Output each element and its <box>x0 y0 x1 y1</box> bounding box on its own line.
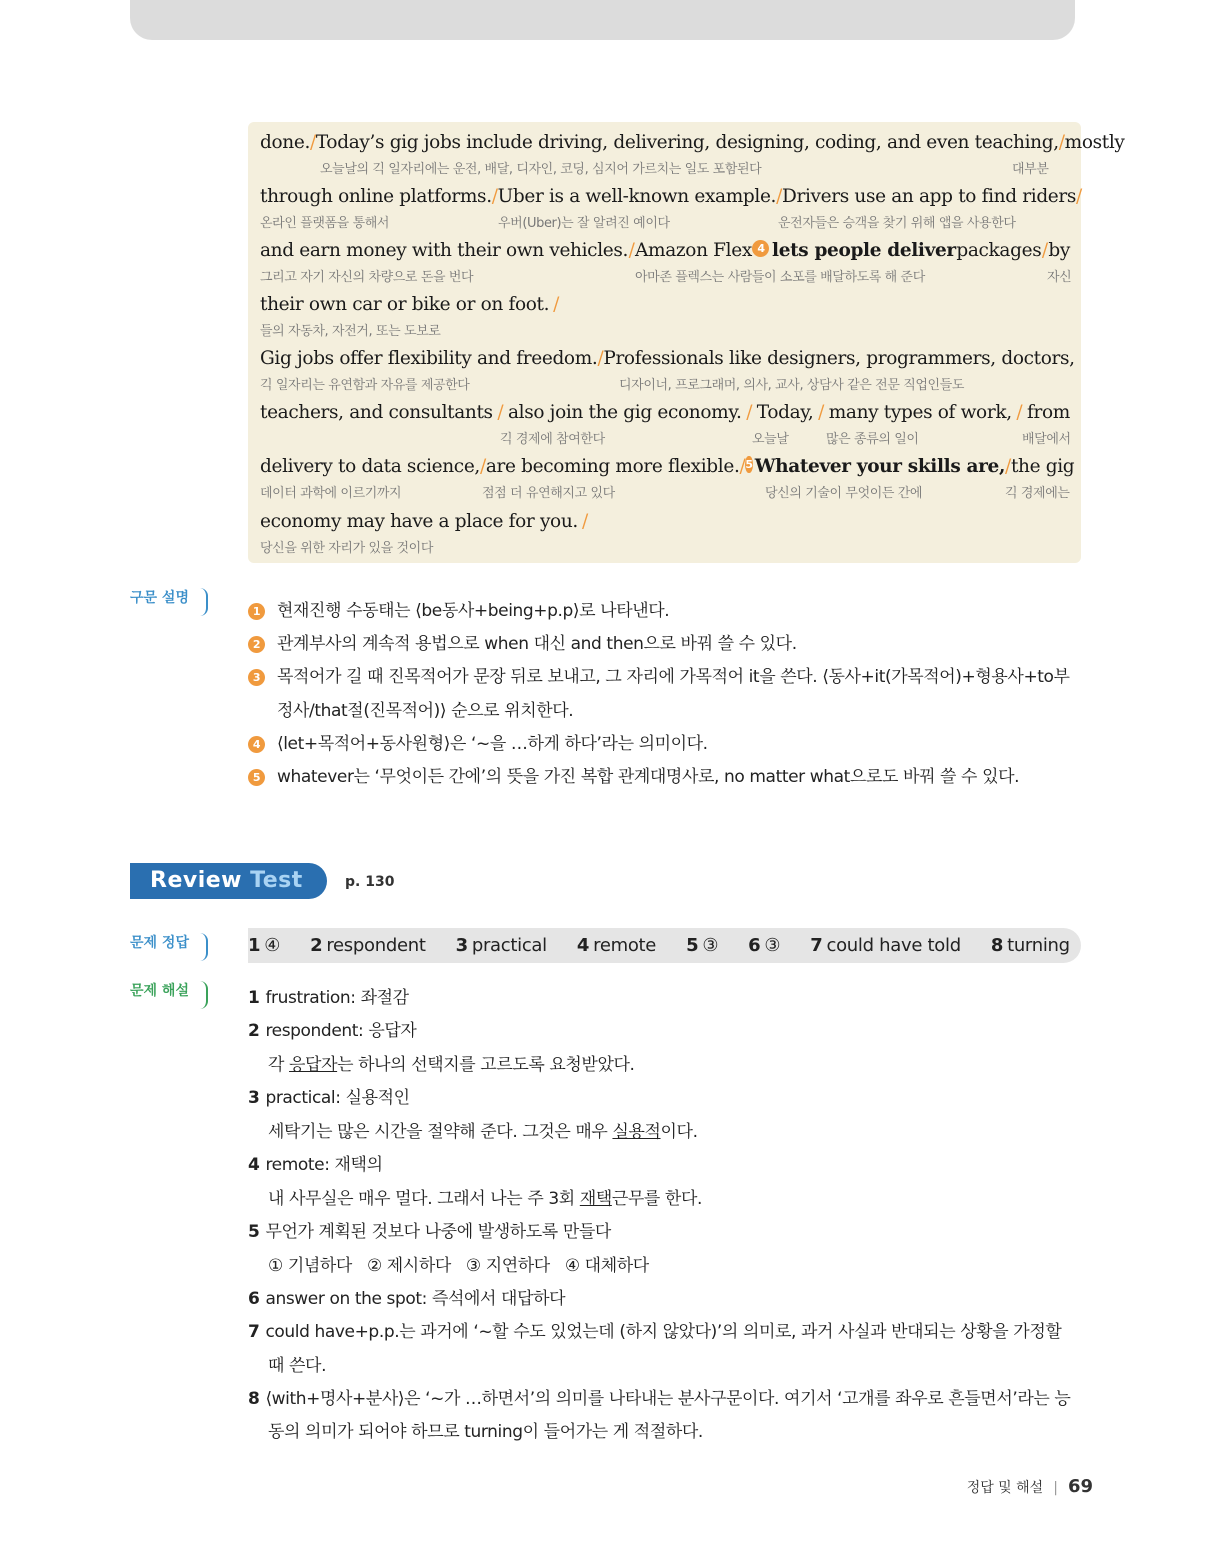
solution-5: 5 무언가 계획된 것보다 나중에 발생하도록 만들다 <box>248 1222 611 1242</box>
korean-gloss: 그리고 자기 자신의 차량으로 돈을 번다 <box>260 270 474 285</box>
solution-2-example: 각 응답자는 하나의 선택지를 고르도록 요청받았다. <box>268 1055 635 1075</box>
translation-row <box>260 132 1125 182</box>
english-phrase: teachers, and consultants <box>260 402 493 423</box>
solution-6: 6 answer on the spot: 즉석에서 대답하다 <box>248 1289 566 1309</box>
review-page-ref: p. 130 <box>345 874 395 890</box>
solution-label: 문제 해설 <box>130 981 208 1009</box>
solution-4: 4 remote: 재택의 <box>248 1155 383 1175</box>
slash-divider: / <box>739 456 746 477</box>
english-phrase: Today, <box>756 402 814 423</box>
note-number: 3 <box>248 669 265 686</box>
test-word: Test <box>250 868 303 893</box>
english-line <box>260 240 1070 261</box>
answer-item <box>248 935 280 956</box>
note-number: 1 <box>248 603 265 620</box>
note-marker: 4 <box>752 240 769 257</box>
slash-divider: / <box>746 402 753 423</box>
english-phrase: the gig <box>1010 456 1075 477</box>
answer-value: ③ <box>764 935 781 956</box>
answer-number: 6 <box>748 935 761 956</box>
english-phrase: delivery to data science, <box>260 456 480 477</box>
answer-value: remote <box>593 935 657 956</box>
korean-gloss: 많은 종류의 일이 <box>826 432 919 447</box>
solution-7-cont: 때 쓴다. <box>268 1356 327 1376</box>
english-phrase: done. <box>260 132 310 153</box>
answer-item <box>810 935 961 956</box>
note-text: 현재진행 수동태는 ⟨be동사+being+p.p⟩로 나타낸다. <box>277 601 670 621</box>
answer-value: turning <box>1007 935 1070 956</box>
answer-number: 1 <box>248 935 261 956</box>
korean-gloss: 당신을 위한 자리가 있을 것이다 <box>260 541 433 556</box>
english-phrase: and earn money with their own vehicles. <box>260 240 629 261</box>
highlighted-phrase: Whatever your skills are, <box>754 456 1006 477</box>
answer-number: 2 <box>310 935 323 956</box>
answer-item <box>686 935 718 956</box>
translation-row <box>260 240 1070 290</box>
answer-bar <box>248 928 1081 963</box>
note-text: 관계부사의 계속적 용법으로 when 대신 and then으로 바꿔 쓸 수 있다. <box>277 634 797 654</box>
note-number: 5 <box>248 769 265 786</box>
solution-3: 3 practical: 실용적인 <box>248 1088 410 1108</box>
korean-gloss: 배달에서 <box>1022 432 1071 447</box>
answer-item <box>577 935 656 956</box>
translation-row <box>260 186 1082 236</box>
english-phrase: many types of work, <box>828 402 1012 423</box>
korean-gloss: 자신 <box>1047 270 1072 285</box>
translation-row <box>260 456 1075 506</box>
slash-divider: / <box>1076 186 1082 207</box>
korean-gloss: 운전자들은 승객을 찾기 위해 앱을 사용한다 <box>778 216 1016 231</box>
solution-4-example: 내 사무실은 매우 멀다. 그래서 나는 주 3회 재택근무를 한다. <box>268 1189 702 1209</box>
korean-gloss: 데이터 과학에 이르기까지 <box>260 486 402 501</box>
korean-gloss: 오늘날의 긱 일자리에는 운전, 배달, 디자인, 코딩, 심지어 가르치는 일도 포함된다 <box>320 162 762 177</box>
answer-number: 4 <box>576 935 590 956</box>
answer-number: 7 <box>810 935 823 956</box>
answer-value: practical <box>471 935 547 956</box>
english-line <box>260 511 1070 532</box>
note-text: ⟨let+목적어+동사원형⟩은 ‘~을 …하게 하다’라는 의미이다. <box>277 734 708 754</box>
answer-value: ③ <box>702 935 719 956</box>
english-phrase: economy may have a place for you. <box>260 511 578 532</box>
english-phrase: are becoming more flexible. <box>485 456 740 477</box>
english-line <box>260 348 1075 369</box>
syntax-note <box>248 596 1088 621</box>
solution-1: 1 frustration: 좌절감 <box>248 988 409 1008</box>
review-word: Review <box>150 868 242 893</box>
english-line <box>260 186 1082 207</box>
korean-gloss: 오늘날 <box>752 432 789 447</box>
answer-value: could have told <box>826 935 961 956</box>
korean-gloss: 아마존 플렉스는 사람들이 소포를 배달하도록 해 준다 <box>635 270 925 285</box>
review-test-title <box>130 863 327 899</box>
answer-number: 3 <box>455 935 468 956</box>
slash-divider: / <box>491 186 498 207</box>
english-phrase: Today’s gig jobs include driving, delivering, designing, coding, and even teaching, <box>315 132 1059 153</box>
solution-3-example: 세탁기는 많은 시간을 절약해 준다. 그것은 매우 실용적이다. <box>268 1122 698 1142</box>
slash-divider: / <box>553 294 560 315</box>
page-number: 69 <box>1067 1476 1093 1497</box>
answer-number: 8 <box>990 935 1004 956</box>
syntax-note <box>248 629 1088 654</box>
slash-divider: / <box>1005 456 1011 477</box>
highlighted-phrase: lets people deliver <box>772 240 956 261</box>
english-line <box>260 456 1075 477</box>
english-phrase: Uber is a well-known example. <box>497 186 777 207</box>
translation-row <box>260 511 1070 561</box>
korean-gloss: 당신의 기술이 무엇이든 간에 <box>765 486 923 501</box>
slash-divider: / <box>1041 240 1048 261</box>
translation-row <box>260 402 1070 452</box>
answer-value: ④ <box>264 935 281 956</box>
footer-label: 정답 및 해설 <box>966 1480 1044 1496</box>
syntax-note <box>248 762 1088 787</box>
english-phrase: Gig jobs offer flexibility and freedom. <box>260 348 598 369</box>
english-phrase: their own car or bike or on foot. <box>260 294 550 315</box>
slash-divider: / <box>309 132 316 153</box>
translation-row <box>260 294 1070 344</box>
korean-gloss: 긱 경제에는 <box>1005 486 1070 501</box>
answer-label: 문제 정답 <box>130 933 208 961</box>
note-text: 목적어가 길 때 진목적어가 문장 뒤로 보내고, 그 자리에 가목적어 it을 쓴다. ⟨동사+it(가목적어)+형용사+to부 <box>277 667 1070 687</box>
page-footer <box>967 1476 1093 1497</box>
slash-divider: / <box>776 186 782 207</box>
top-banner <box>130 0 1075 40</box>
slash-divider: / <box>581 511 588 532</box>
english-phrase: by <box>1048 240 1070 261</box>
syntax-label: 구문 설명 <box>130 588 208 616</box>
korean-gloss: 긱 경제에 참여한다 <box>500 432 605 447</box>
footer-separator: | <box>1053 1480 1058 1496</box>
solution-2: 2 respondent: 응답자 <box>248 1021 417 1041</box>
slash-divider: / <box>479 456 486 477</box>
english-line <box>260 132 1125 153</box>
solution-7: 7 could have+p.p.는 과거에 ‘~할 수도 있었는데 (하지 않았다)’의 의미로, 과거 사실과 반대되는 상황을 가정할 <box>248 1322 1062 1342</box>
slash-divider: / <box>1016 402 1023 423</box>
english-phrase: through online platforms. <box>260 186 492 207</box>
answer-value: respondent <box>326 935 426 956</box>
slash-divider: / <box>628 240 635 261</box>
slash-divider: / <box>497 402 504 423</box>
syntax-note <box>248 662 1088 687</box>
korean-gloss: 들의 자동차, 자전거, 또는 도보로 <box>260 324 441 339</box>
solution-8: 8 ⟨with+명사+분사⟩은 ‘~가 …하면서’의 의미를 나타내는 분사구문이다. 여기서 ‘고개를 좌우로 흔들면서’라는 능 <box>248 1389 1071 1409</box>
slash-divider: / <box>1058 132 1065 153</box>
korean-gloss: 우버(Uber)는 잘 알려진 예이다 <box>498 216 670 231</box>
slash-divider: / <box>818 402 825 423</box>
korean-gloss: 점점 더 유연해지고 있다 <box>482 486 615 501</box>
english-phrase: Amazon Flex <box>635 240 752 261</box>
note-marker: 5 <box>745 458 753 471</box>
answer-item <box>748 935 780 956</box>
answer-number: 5 <box>686 935 699 956</box>
english-phrase: from <box>1027 402 1070 423</box>
syntax-note-cont: 정사/that절(진목적어)⟩ 순으로 위치한다. <box>277 701 574 721</box>
english-phrase: Professionals like designers, programmers, doctors, <box>603 348 1075 369</box>
english-line <box>260 294 1070 315</box>
answer-item <box>310 935 426 956</box>
note-text: whatever는 ‘무엇이든 간에’의 뜻을 가진 복합 관계대명사로, no matter what으로도 바꿔 쓸 수 있다. <box>277 767 1020 787</box>
english-phrase: Drivers use an app to find riders <box>781 186 1077 207</box>
slash-divider: / <box>597 348 604 369</box>
note-number: 2 <box>248 636 265 653</box>
korean-gloss: 대부분 <box>1012 162 1049 177</box>
solution-8-cont: 동의 의미가 되어야 하므로 turning이 들어가는 게 적절하다. <box>268 1422 703 1442</box>
solution-5-options: ① 기념하다 ② 제시하다 ③ 지연하다 ④ 대체하다 <box>268 1256 649 1276</box>
english-phrase: also join the gig economy. <box>507 402 742 423</box>
syntax-note <box>248 729 1088 754</box>
korean-gloss: 디자이너, 프로그래머, 의사, 교사, 상담사 같은 전문 직업인들도 <box>619 378 965 393</box>
note-number: 4 <box>248 736 265 753</box>
english-phrase: mostly <box>1064 132 1125 153</box>
answer-item <box>456 935 547 956</box>
korean-gloss: 온라인 플랫폼을 통해서 <box>260 216 390 231</box>
translation-row <box>260 348 1075 398</box>
english-phrase: packages <box>956 240 1042 261</box>
korean-gloss: 긱 일자리는 유연함과 자유를 제공한다 <box>260 378 470 393</box>
answer-item <box>991 935 1070 956</box>
english-line <box>260 402 1070 423</box>
